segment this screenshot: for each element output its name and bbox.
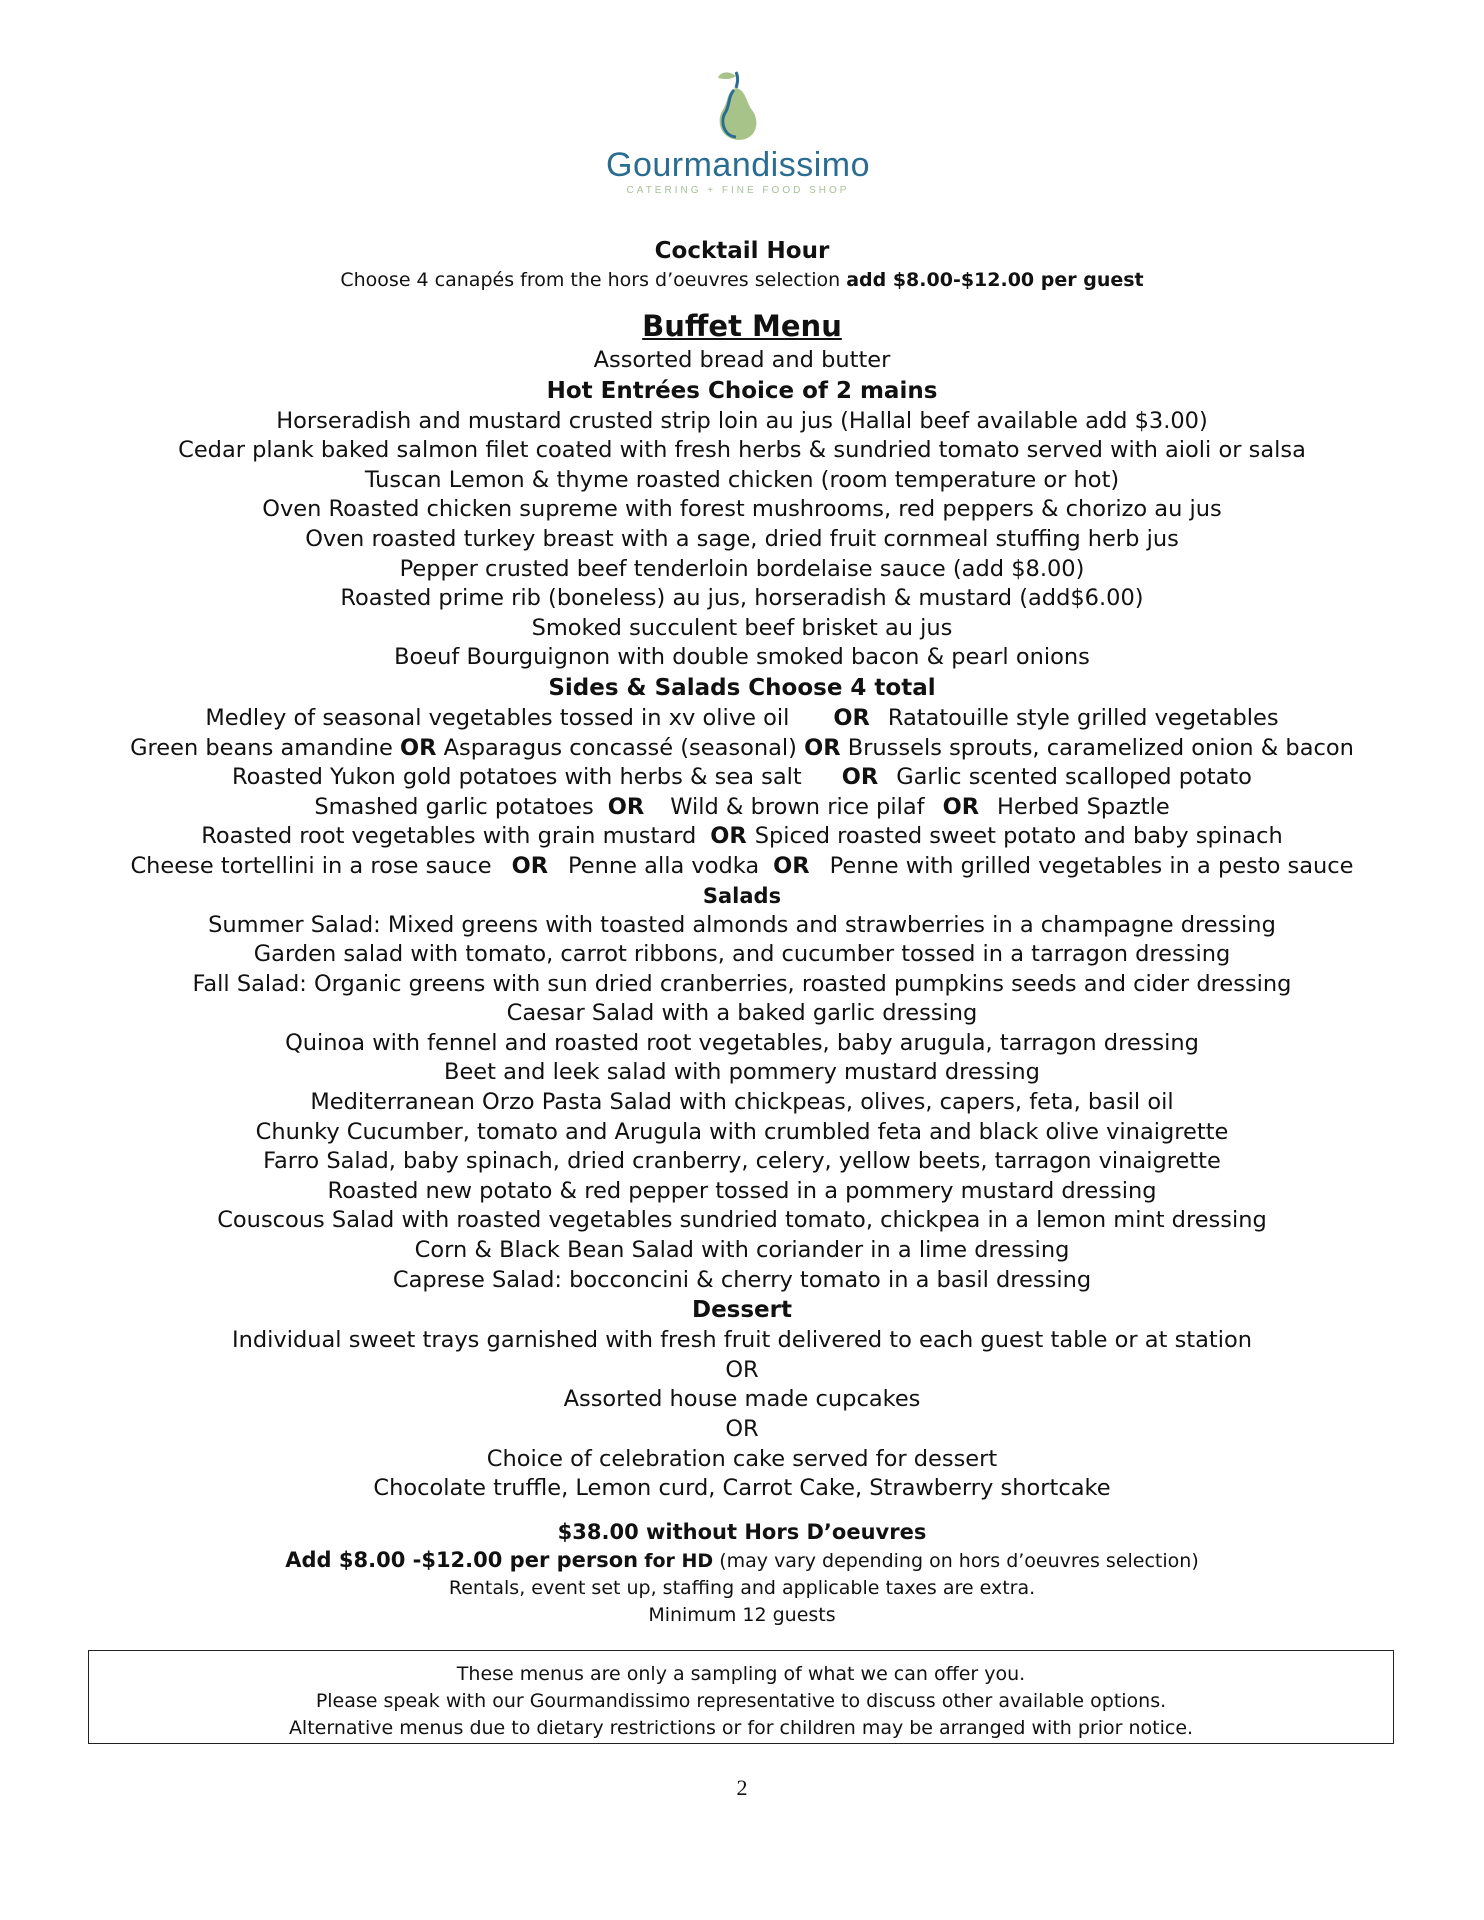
or-separator: OR xyxy=(773,852,810,879)
salads-title: Salads xyxy=(702,883,782,908)
hot-item: Pepper crusted beef tenderloin bordelaise sauce (add $8.00) xyxy=(399,555,1085,582)
logo-tagline: CATERING + FINE FOOD SHOP xyxy=(626,185,850,196)
hot-item: Roasted prime rib (boneless) au jus, horseradish & mustard (add$6.00) xyxy=(340,585,1144,612)
hot-item: Oven roasted turkey breast with a sage, dried fruit cornmeal stuffing herb jus xyxy=(305,525,1179,552)
pear-icon xyxy=(698,66,778,146)
dessert-line: Individual sweet trays garnished with fresh fruit delivered to each guest table or at station xyxy=(231,1327,1252,1354)
extras-note: Rentals, event set up, staffing and applicable taxes are extra. xyxy=(448,1576,1036,1599)
hd-label: for HD xyxy=(644,1549,714,1572)
salad-item: Beet and leek salad with pommery mustard dressing xyxy=(444,1059,1040,1086)
dessert-line: Assorted house made cupcakes xyxy=(563,1386,921,1413)
or-separator: OR xyxy=(511,852,549,879)
salad-item: Chunky Cucumber, tomato and Arugula with crumbled feta and black olive vinaigrette xyxy=(255,1118,1229,1145)
hd-price: Add $8.00 -$12.00 per person xyxy=(285,1547,639,1572)
or-separator: OR xyxy=(804,734,841,761)
sides-row xyxy=(60,822,1424,852)
sides-row xyxy=(60,852,1424,882)
side-option: Brussels sprouts, caramelized onion & bacon xyxy=(847,734,1354,761)
dessert-line: Chocolate truffle, Lemon curd, Carrot Cake, Strawberry shortcake xyxy=(373,1475,1111,1502)
salad-item: Summer Salad: Mixed greens with toasted almonds and strawberries in a champagne dressing xyxy=(208,911,1276,938)
salad-item: Garden salad with tomato, carrot ribbons, and cucumber tossed in a tarragon dressing xyxy=(253,941,1231,968)
disclaimer-line: Alternative menus due to dietary restrictions or for children may be arranged with prior notice. xyxy=(288,1717,1194,1739)
menu-content xyxy=(60,236,1424,1629)
side-option: Smashed garlic potatoes xyxy=(314,793,594,820)
hot-item: Boeuf Bourguignon with double smoked bacon & pearl onions xyxy=(394,644,1090,671)
sides-row xyxy=(60,763,1424,793)
side-option: Medley of seasonal vegetables tossed in xv olive oil xyxy=(205,704,790,731)
side-option: Green beans amandine xyxy=(130,734,393,761)
base-price: $38.00 without Hors D’oeuvres xyxy=(557,1519,927,1544)
hot-item: Horseradish and mustard crusted strip loin au jus (Hallal beef available add $3.00) xyxy=(276,407,1208,434)
side-option: Asparagus concassé (seasonal) xyxy=(443,734,797,761)
side-option: Penne with grilled vegetables in a pesto sauce xyxy=(829,852,1354,879)
or-separator: OR xyxy=(833,704,870,731)
dessert-or: OR xyxy=(725,1416,759,1442)
minimum-guests: Minimum 12 guests xyxy=(648,1603,836,1626)
sides-row xyxy=(60,793,1424,823)
dessert-line: Choice of celebration cake served for dessert xyxy=(486,1445,998,1472)
cocktail-title: Cocktail Hour xyxy=(654,238,830,264)
sides-row xyxy=(60,734,1424,764)
hot-item: Cedar plank baked salmon filet coated with fresh herbs & sundried tomato served with aioli or salsa xyxy=(178,437,1306,464)
side-option: Herbed Spaztle xyxy=(997,793,1170,820)
or-separator: OR xyxy=(400,734,437,761)
buffet-bread: Assorted bread and butter xyxy=(593,347,891,373)
hot-entrees-title: Hot Entrées Choice of 2 mains xyxy=(546,377,938,404)
hot-item: Smoked succulent beef brisket au jus xyxy=(531,614,953,641)
or-separator: OR xyxy=(841,764,879,791)
hd-note: (may vary depending on hors d’oeuvres selection) xyxy=(719,1549,1199,1572)
salad-item: Roasted new potato & red pepper tossed in a pommery mustard dressing xyxy=(327,1177,1157,1204)
side-option: Garlic scented scalloped potato xyxy=(896,764,1252,791)
side-option: Wild & brown rice pilaf xyxy=(670,793,925,820)
logo-name: Gourmandissimo xyxy=(606,146,870,184)
salad-item: Caesar Salad with a baked garlic dressing xyxy=(506,1000,978,1027)
or-separator: OR xyxy=(942,793,980,820)
salad-item: Caprese Salad: bocconcini & cherry tomato in a basil dressing xyxy=(392,1266,1092,1293)
sides-row xyxy=(60,704,1424,734)
salad-item: Quinoa with fennel and roasted root vegetables, baby arugula, tarragon dressing xyxy=(285,1029,1199,1056)
dessert-or: OR xyxy=(725,1356,759,1383)
gourmandissimo-logo xyxy=(588,66,888,216)
side-option: Ratatouille style grilled vegetables xyxy=(887,704,1279,731)
disclaimer-line: Please speak with our Gourmandissimo representative to discuss other available options. xyxy=(315,1690,1167,1712)
dessert-title: Dessert xyxy=(691,1297,792,1324)
disclaimer-box xyxy=(88,1650,1394,1744)
or-separator: OR xyxy=(607,793,645,820)
page-number: 2 xyxy=(736,1775,748,1800)
salad-item: Couscous Salad with roasted vegetables sundried tomato, chickpea in a lemon mint dressing xyxy=(217,1207,1267,1234)
cocktail-price: add $8.00-$12.00 per guest xyxy=(846,269,1144,291)
salad-item: Farro Salad, baby spinach, dried cranberry, celery, yellow beets, tarragon vinaigrette xyxy=(263,1148,1221,1175)
side-option: Penne alla vodka xyxy=(568,852,760,879)
salad-item: Mediterranean Orzo Pasta Salad with chickpeas, olives, capers, feta, basil oil xyxy=(310,1089,1174,1116)
side-option: Spiced roasted sweet potato and baby spinach xyxy=(754,823,1283,850)
hot-item: Tuscan Lemon & thyme roasted chicken (room temperature or hot) xyxy=(364,466,1120,493)
cocktail-line xyxy=(60,267,1424,294)
salad-item: Fall Salad: Organic greens with sun dried cranberries, roasted pumpkins seeds and cider dressing xyxy=(192,970,1292,997)
side-option: Cheese tortellini in a rose sauce xyxy=(130,852,492,879)
salad-item: Corn & Black Bean Salad with coriander in a lime dressing xyxy=(414,1237,1070,1264)
buffet-title: Buffet Menu xyxy=(642,309,842,343)
cocktail-text: Choose 4 canapés from the hors d’oeuvres selection xyxy=(340,269,841,291)
side-option: Roasted Yukon gold potatoes with herbs & sea salt xyxy=(232,764,802,791)
hd-price-line xyxy=(60,1547,1424,1575)
side-option: Roasted root vegetables with grain mustard xyxy=(201,823,697,850)
sides-title: Sides & Salads Choose 4 total xyxy=(548,674,936,701)
or-separator: OR xyxy=(710,823,747,850)
disclaimer-line: These menus are only a sampling of what we can offer you. xyxy=(456,1663,1026,1685)
hot-item: Oven Roasted chicken supreme with forest mushrooms, red peppers & chorizo au jus xyxy=(262,496,1222,523)
